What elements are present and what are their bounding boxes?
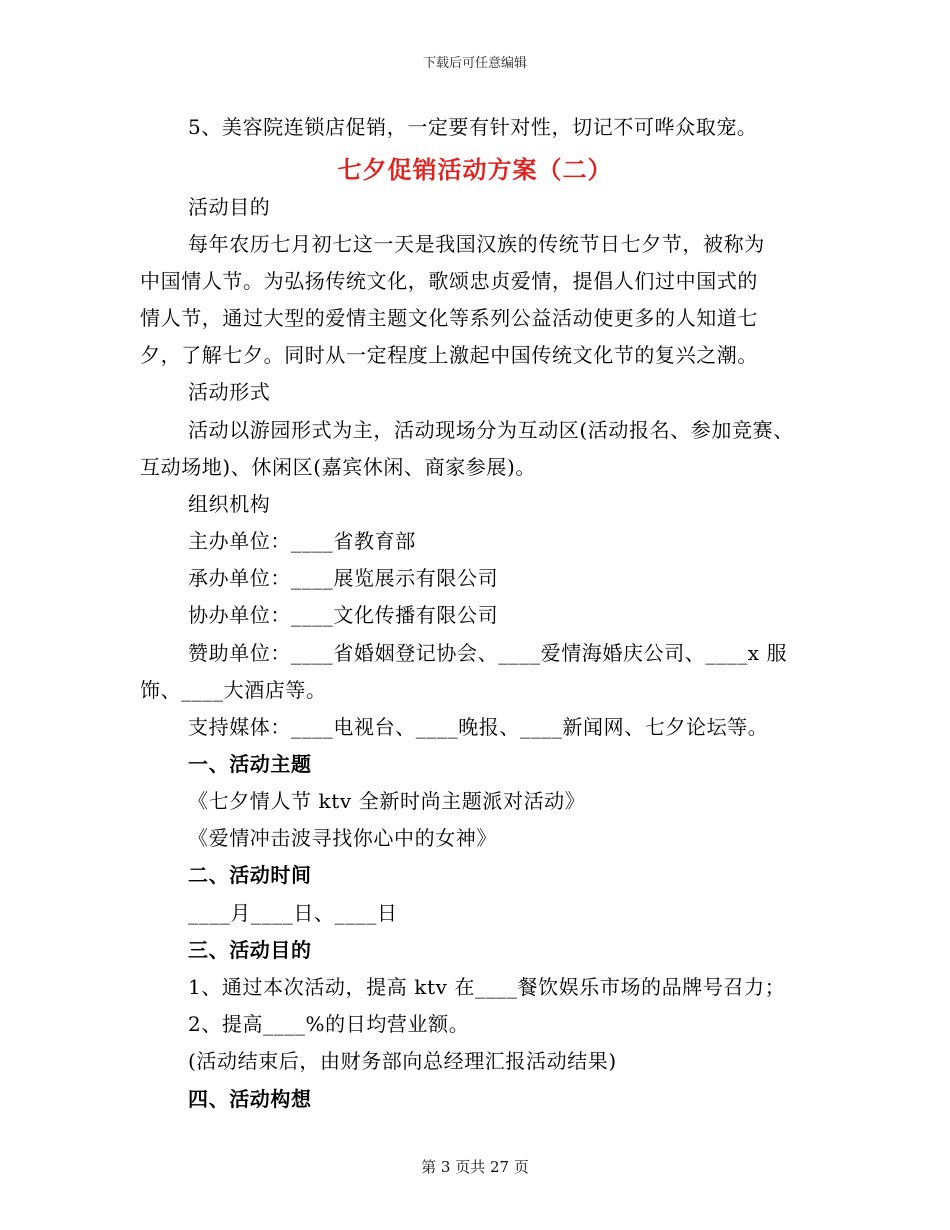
page-header: 下载后可任意编辑 (422, 56, 527, 71)
paragraph-line: 情人节，通过大型的爱情主题文化等系列公益活动使更多的人知道七 (140, 306, 758, 330)
list-item: 1、通过本次活动，提高 ktv 在____餐饮娱乐市场的品牌号召力； (188, 975, 786, 999)
theme-line: 《七夕情人节 ktv 全新时尚主题派对活动》 (188, 789, 586, 813)
paragraph-line: 每年农历七月初七这一天是我国汉族的传统节日七夕节，被称为 (188, 232, 765, 256)
section-label: 活动目的 (188, 195, 271, 219)
section-heading: 二、活动时间 (188, 863, 312, 887)
document-title: 七夕促销活动方案（二） (337, 155, 613, 184)
section-heading: 一、活动主题 (188, 752, 312, 776)
section-heading: 三、活动目的 (188, 938, 312, 962)
organizer-line: 协办单位：____文化传播有限公司 (188, 603, 499, 627)
paragraph-line: 5、美容院连锁店促销，一定要有针对性，切记不可哗众取宠。 (188, 115, 758, 139)
organizer-line: 支持媒体：____电视台、____晚报、____新闻网、七夕论坛等。 (188, 715, 769, 739)
paragraph-line: 中国情人节。为弘扬传统文化，歌颂忠贞爱情，提倡人们过中国式的 (140, 269, 758, 293)
section-label: 活动形式 (188, 380, 271, 404)
paragraph-line: (活动结束后，由财务部向总经理汇报活动结果) (188, 1049, 617, 1073)
organizer-line: 饰、____大酒店等。 (140, 678, 327, 702)
organizer-line: 承办单位：____展览展示有限公司 (188, 566, 499, 590)
paragraph-line: 互动场地)、休闲区(嘉宾休闲、商家参展)。 (140, 455, 537, 479)
organizer-line: 赞助单位：____省婚姻登记协会、____爱情海婚庆公司、____x 服 (188, 641, 788, 665)
paragraph-line: 夕，了解七夕。同时从一定程度上激起中国传统文化节的复兴之潮。 (140, 343, 758, 367)
section-label: 组织机构 (188, 492, 271, 516)
theme-line: 《爱情冲击波寻找你心中的女神》 (188, 826, 497, 850)
list-item: 2、提高____%的日均营业额。 (188, 1012, 470, 1036)
date-line: ____月____日、____日 (188, 901, 398, 925)
section-heading: 四、活动构想 (188, 1087, 312, 1111)
organizer-line: 主办单位：____省教育部 (188, 529, 416, 553)
paragraph-line: 活动以游园形式为主，活动现场分为互动区(活动报名、参加竞赛、 (188, 418, 794, 442)
page-footer: 第 3 页共 27 页 (421, 1158, 529, 1176)
